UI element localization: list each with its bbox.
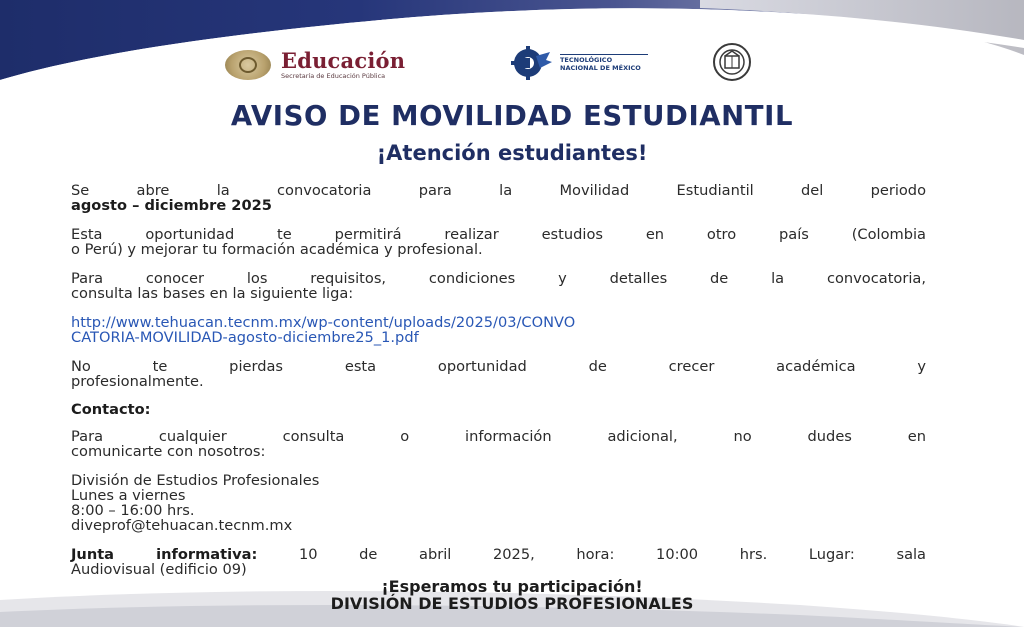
paragraph-consulta-2: comunicarte con nosotros: [71,443,266,460]
contact-heading: Contacto: [71,401,151,418]
sep-logo-subtitle: Secretaría de Educación Pública [281,72,386,81]
period-text: agosto – diciembre 2025 [71,197,272,214]
junta-details: 10 de abril 2025, hora: 10:00 hrs. Lugar: sala [257,546,927,563]
paragraph-no-te-pierdas-2: profesionalmente. [71,373,204,390]
paragraph-convocatoria: Se abre la convocatoria para la Movilidad Estudiantil del periodo [71,182,926,199]
tecnm-logo-line1: TECNOLÓGICO [560,55,613,64]
sep-logo-title: Educación [281,48,406,74]
paragraph-oportunidad-1: Esta oportunidad te permitirá realizar estudios en otro país (Colombia [71,226,926,243]
paragraph-requisitos-2: consulta las bases en la siguiente liga: [71,285,354,302]
closing-block [0,578,1024,612]
paragraph-requisitos-1: Para conocer los requisitos, condiciones y detalles de la convocatoria, [71,270,926,287]
mexico-seal-icon [225,50,271,80]
closing-line-1: ¡Esperamos tu participación! [381,577,643,596]
tecnm-logo-line2: NACIONAL DE MÉXICO [560,63,641,72]
page-subtitle: ¡Atención estudiantes! [376,141,648,165]
junta-label: Junta informativa: [71,546,258,563]
sep-logo [225,50,405,80]
convocatoria-link-2[interactable]: CATORIA-MOVILIDAD-agosto-diciembre25_1.pdf [71,329,419,346]
contact-days: Lunes a viernes [71,487,186,504]
contact-email[interactable]: diveprof@tehuacan.tecnm.mx [71,517,293,534]
page-title: AVISO DE MOVILIDAD ESTUDIANTIL [230,100,794,132]
contact-department: División de Estudios Profesionales [71,472,320,489]
contact-hours: 8:00 – 16:00 hrs. [71,502,195,519]
paragraph-junta-1 [71,547,926,562]
logo-header [0,42,1024,86]
closing-line-2: DIVISIÓN DE ESTUDIOS PROFESIONALES [330,594,694,613]
announcement-body [71,183,926,577]
paragraph-junta-2: Audiovisual (edificio 09) [71,561,247,578]
ith-seal-icon [697,42,767,82]
tecnm-logo [510,46,648,80]
paragraph-oportunidad-2: o Perú) y mejorar tu formación académica y profesional. [71,241,483,258]
tecnm-gear-icon [510,46,554,80]
paragraph-no-te-pierdas-1: No te pierdas esta oportunidad de crecer académica y [71,358,926,375]
paragraph-consulta-1: Para cualquier consulta o información adicional, no dudes en [71,428,926,445]
convocatoria-link-1[interactable]: http://www.tehuacan.tecnm.mx/wp-content/uploads/2025/03/CONVO [71,314,576,331]
